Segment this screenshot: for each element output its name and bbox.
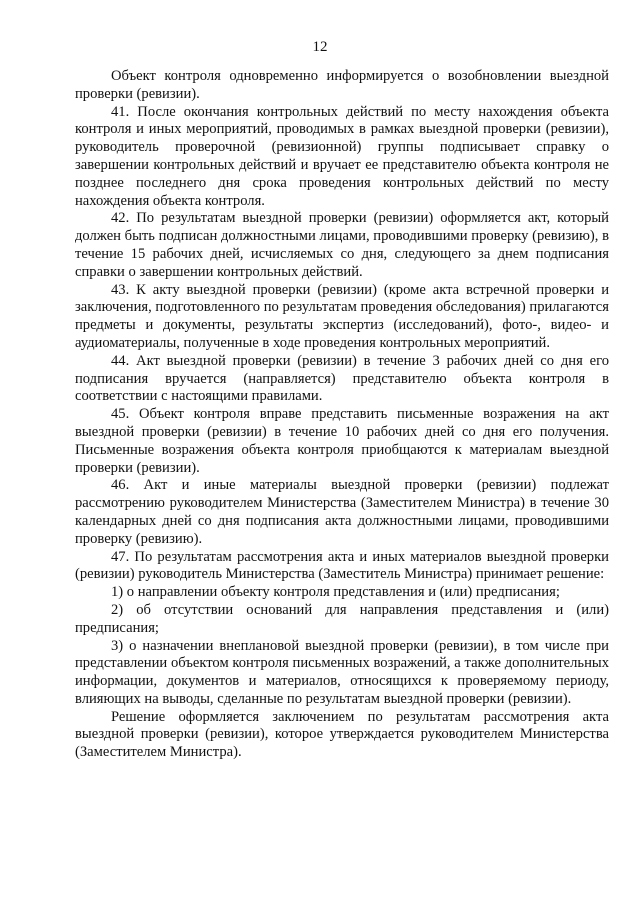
document-body (75, 68, 609, 762)
paragraph-47: 47. По результатам рассмотрения акта и иных материалов выездной проверки (ревизии) руководитель Министерства (Заместитель Министра) принимает решение: (75, 548, 609, 583)
paragraph-41: 41. После окончания контрольных действий по месту нахождения объекта контроля и иных мероприятий, проводимых в рамках выездной проверки (ревизии), руководитель проверочной (ревизионной) группы подписывает справку о завершении контрольных действий и вручает ее представителю объекта контроля не позднее последнего дня срока проведения контрольных действий по месту нахождения объекта контроля. (75, 103, 609, 209)
paragraph-resumption-notice: Объект контроля одновременно информируется о возобновлении выездной проверки (ревизии). (75, 68, 609, 102)
decision-item-3: 3) о назначении внеплановой выездной проверки (ревизии), в том числе при представлении объектом контроля письменных возражений, а также дополнительных информации, документов и материалов, относящихся к проверяемому периоду, влияющих на выводы, сделанные по результатам выездной проверки (ревизии). (75, 637, 609, 707)
paragraph-46: 46. Акт и иные материалы выездной проверки (ревизии) подлежат рассмотрению руководителем Министерства (Заместителем Министра) в течение 30 календарных дней со дня подписания акта должностными лицами, проводившими проверку (ревизию). (75, 477, 609, 547)
decision-item-1: 1) о направлении объекту контроля представления и (или) предписания; (111, 584, 560, 601)
paragraph-44: 44. Акт выездной проверки (ревизии) в течение 3 рабочих дней со дня его подписания вручается (направляется) представителю объекта контроля в соответствии с настоящими правилами. (75, 352, 609, 405)
paragraph-45: 45. Объект контроля вправе представить письменные возражения на акт выездной проверки (ревизии) в течение 10 рабочих дней со дня его получения. Письменные возражения объекта контроля приобщаются к материалам выездной проверки (ревизии). (75, 406, 609, 476)
paragraph-43: 43. К акту выездной проверки (ревизии) (кроме акта встречной проверки и заключения, подготовленного по результатам проведения обследования) прилагаются предметы и документы, результаты экспертиз (исследований), фото-, видео- и аудиоматериалы, полученные в ходе проведения контрольных мероприятий. (75, 281, 609, 351)
paragraph-decision-form: Решение оформляется заключением по результатам рассмотрения акта выездной проверки (ревизии), которое утверждается руководителем Министерства (Заместителем Министра). (75, 708, 609, 761)
paragraph-42: 42. По результатам выездной проверки (ревизии) оформляется акт, который должен быть подписан должностными лицами, проводившими проверку (ревизию), в течение 15 рабочих дней, исчисляемых со дня, следующего за днем подписания справки о завершении контрольных действий. (75, 210, 609, 280)
page-number: 12 (312, 39, 328, 55)
decision-item-2: 2) об отсутствии оснований для направления представления и (или) предписания; (75, 601, 609, 636)
